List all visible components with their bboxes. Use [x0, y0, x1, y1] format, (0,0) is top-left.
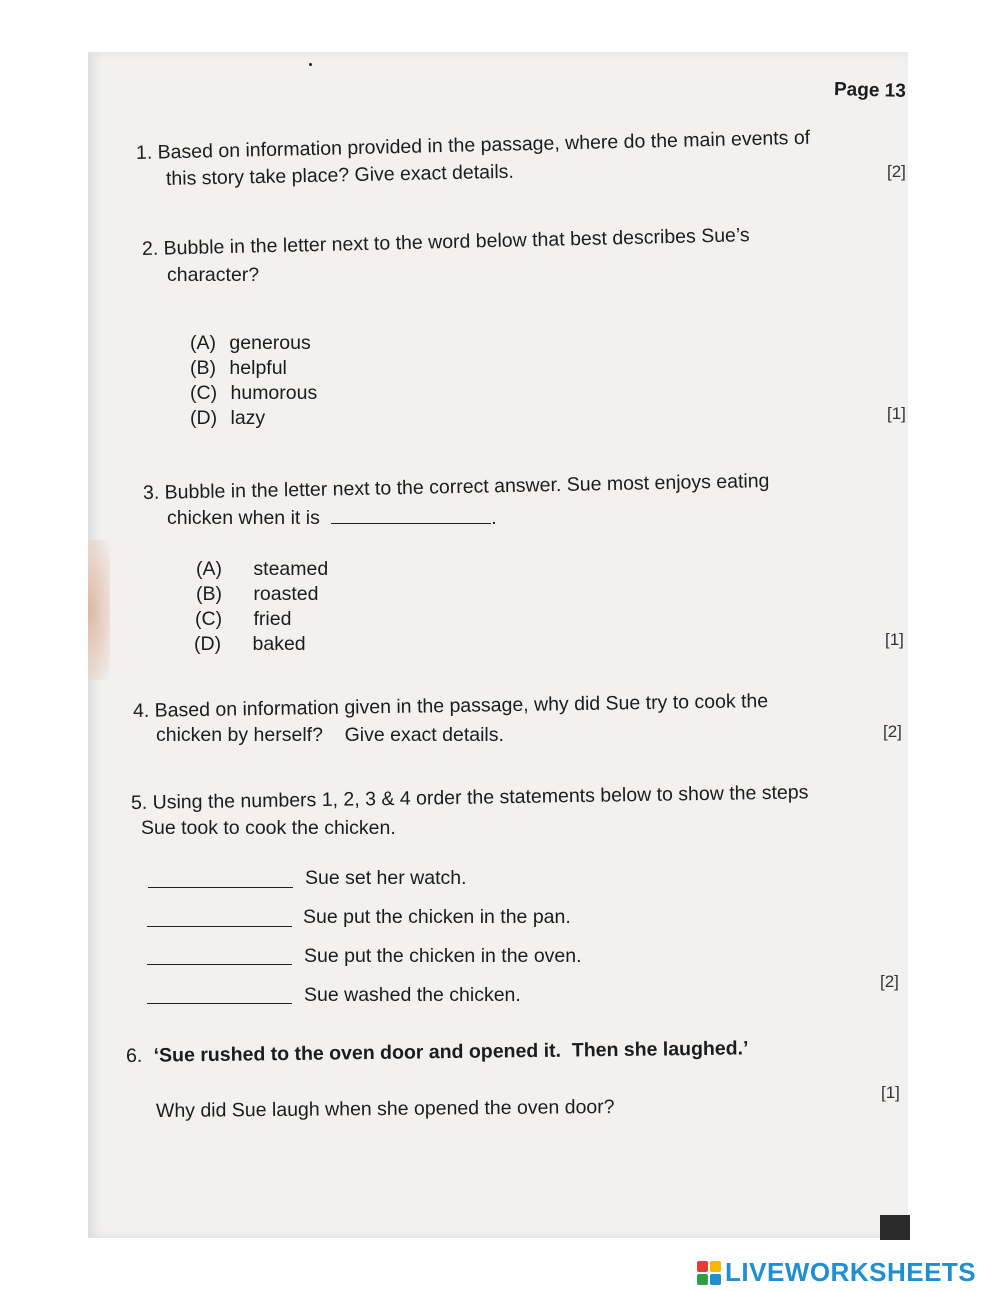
answer-blank[interactable] — [147, 925, 292, 927]
option-d[interactable] — [190, 407, 265, 430]
liveworksheets-logo[interactable] — [697, 1257, 976, 1288]
option-text: lazy — [230, 407, 266, 429]
statement: Sue put the chicken in the pan. — [303, 906, 571, 928]
marks: [1] — [885, 630, 904, 649]
question-text: Bubble in the letter next to the correct answer. Sue most enjoys eating — [164, 469, 770, 504]
option-text: fried — [253, 608, 292, 630]
option-b[interactable] — [196, 583, 318, 606]
logo-tile — [697, 1274, 708, 1285]
logo-tile — [697, 1261, 708, 1272]
question-text: Bubble in the letter next to the word below that best describes Sue’s — [163, 224, 750, 260]
thumb-shadow — [88, 540, 110, 680]
question-text: chicken by herself? Give exact details. — [156, 724, 504, 746]
option-text: humorous — [230, 382, 318, 404]
logo-tile — [710, 1261, 721, 1272]
question-text: Sue took to cook the chicken. — [141, 817, 396, 839]
option-text: generous — [229, 332, 311, 354]
question-text: Based on information given in the passage, why did Sue try to cook the — [154, 690, 769, 722]
option-c[interactable] — [190, 382, 317, 405]
answer-blank[interactable] — [147, 1002, 292, 1004]
marks: [2] — [880, 972, 899, 991]
option-text: baked — [252, 633, 306, 655]
question-number: 6. — [125, 1044, 143, 1067]
option-text: roasted — [253, 583, 319, 605]
option-letter: (D) — [194, 633, 222, 655]
option-text: helpful — [229, 357, 287, 379]
option-a[interactable] — [196, 558, 328, 581]
option-letter: (B) — [190, 357, 216, 379]
marks: [2] — [887, 162, 906, 181]
speck — [309, 63, 312, 66]
quote: ‘Sue rushed to the oven door and opened it. Then she laughed.’ — [153, 1037, 749, 1067]
question-text: chicken when it is — [167, 507, 320, 529]
option-text: steamed — [253, 558, 329, 580]
statement: Sue set her watch. — [305, 867, 467, 889]
answer-blank[interactable] — [331, 509, 491, 524]
question-number: 1. — [135, 141, 153, 164]
page-edge-shadow — [880, 1215, 910, 1240]
question-number: 4. — [132, 699, 150, 722]
question-text: Why did Sue laugh when she opened the oven door? — [155, 1095, 615, 1122]
question-text: Based on information provided in the passage, where do the main events of — [157, 126, 811, 164]
statement: Sue washed the chicken. — [304, 984, 521, 1006]
option-d[interactable] — [194, 633, 306, 656]
question-text: Using the numbers 1, 2, 3 & 4 order the statements below to show the steps — [152, 781, 809, 814]
answer-blank[interactable] — [148, 886, 293, 888]
page-number: Page 13 — [833, 79, 907, 102]
option-letter: (C) — [195, 608, 223, 630]
option-letter: (A) — [196, 558, 222, 580]
marks: [1] — [881, 1083, 900, 1102]
punctuation: . — [491, 507, 497, 529]
question-number: 3. — [142, 481, 160, 504]
option-b[interactable] — [190, 357, 287, 380]
option-letter: (C) — [190, 382, 218, 404]
marks: [1] — [887, 404, 906, 423]
answer-blank[interactable] — [147, 963, 292, 965]
question-text: character? — [167, 264, 260, 286]
brand-name: LIVEWORKSHEETS — [725, 1257, 977, 1287]
question-number: 2. — [141, 237, 159, 260]
question-number: 5. — [130, 791, 148, 814]
option-c[interactable] — [195, 608, 291, 631]
question-text: this story take place? Give exact details. — [165, 160, 515, 190]
option-a[interactable] — [190, 332, 311, 355]
option-letter: (D) — [190, 407, 218, 429]
logo-icon — [697, 1261, 721, 1285]
option-letter: (A) — [190, 332, 216, 354]
logo-tile — [710, 1274, 721, 1285]
statement: Sue put the chicken in the oven. — [304, 945, 582, 967]
option-letter: (B) — [196, 583, 222, 605]
marks: [2] — [883, 722, 902, 741]
